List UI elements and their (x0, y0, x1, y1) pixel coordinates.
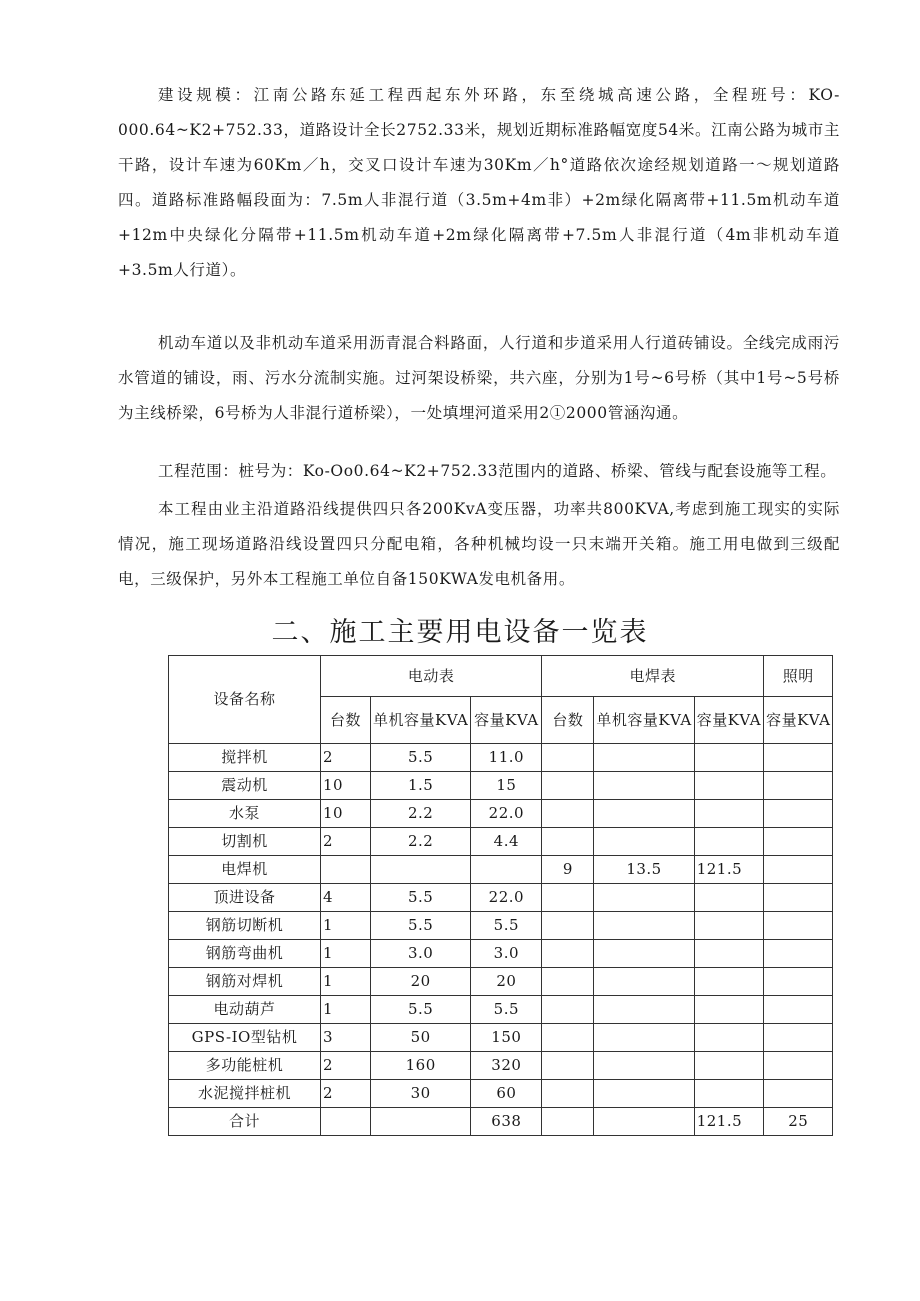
cell-motor-unit-capacity: 30 (371, 1080, 471, 1108)
cell-lighting-capacity (764, 772, 833, 800)
cell-equipment-name: 钢筋切断机 (169, 912, 321, 940)
cell-motor-unit-capacity: 5.5 (371, 912, 471, 940)
cell-motor-capacity: 20 (471, 968, 542, 996)
header-welder-group: 电焊表 (542, 656, 764, 697)
header-welder-unit-capacity: 单机容量KVA (594, 697, 694, 744)
cell-welder-capacity (694, 1024, 763, 1052)
cell-lighting-capacity (764, 800, 833, 828)
cell-motor-unit-capacity: 2.2 (371, 800, 471, 828)
cell-equipment-name: 钢筋对焊机 (169, 968, 321, 996)
header-motor-capacity: 容量KVA (471, 697, 542, 744)
cell-equipment-name: 多功能桩机 (169, 1052, 321, 1080)
table-row (169, 968, 833, 996)
cell-motor-count: 1 (321, 912, 371, 940)
cell-equipment-name: 电焊机 (169, 856, 321, 884)
equipment-table (168, 655, 833, 1136)
cell-equipment-name: 合计 (169, 1108, 321, 1136)
cell-welder-unit-capacity (594, 744, 694, 772)
cell-welder-count: 9 (542, 856, 594, 884)
cell-motor-unit-capacity (371, 1108, 471, 1136)
section-heading: 二、施工主要用电设备一览表 (271, 617, 649, 648)
table-row (169, 912, 833, 940)
cell-motor-unit-capacity: 20 (371, 968, 471, 996)
cell-equipment-name: 水泵 (169, 800, 321, 828)
cell-welder-count (542, 828, 594, 856)
cell-motor-count: 10 (321, 772, 371, 800)
table-row (169, 744, 833, 772)
cell-welder-unit-capacity (594, 996, 694, 1024)
cell-welder-count (542, 744, 594, 772)
cell-motor-capacity: 4.4 (471, 828, 542, 856)
cell-motor-unit-capacity: 5.5 (371, 996, 471, 1024)
cell-motor-capacity: 3.0 (471, 940, 542, 968)
cell-motor-count: 2 (321, 744, 371, 772)
cell-welder-count (542, 1108, 594, 1136)
cell-motor-capacity: 11.0 (471, 744, 542, 772)
header-motor-count: 台数 (321, 697, 371, 744)
cell-lighting-capacity (764, 828, 833, 856)
cell-welder-capacity (694, 1080, 763, 1108)
cell-motor-unit-capacity: 5.5 (371, 884, 471, 912)
cell-welder-capacity (694, 772, 763, 800)
cell-welder-unit-capacity (594, 968, 694, 996)
paragraph-scope: 工程范围：桩号为：Ko-Oo0.64~K2+752.33范围内的道路、桥梁、管线与配套设施等工程。 (158, 462, 837, 480)
cell-welder-capacity (694, 912, 763, 940)
table-body (169, 656, 833, 1136)
cell-welder-capacity (694, 884, 763, 912)
cell-welder-unit-capacity (594, 1108, 694, 1136)
table-header-row-1 (169, 656, 833, 697)
cell-lighting-capacity (764, 1080, 833, 1108)
cell-welder-unit-capacity (594, 940, 694, 968)
cell-motor-count: 1 (321, 996, 371, 1024)
cell-welder-capacity (694, 968, 763, 996)
cell-equipment-name: 切割机 (169, 828, 321, 856)
table-row (169, 1080, 833, 1108)
cell-welder-count (542, 996, 594, 1024)
cell-motor-capacity: 5.5 (471, 912, 542, 940)
paragraph-construction-scale: 建设规模：江南公路东延工程西起东外环路，东至绕城高速公路，全程班号：KO-000.64~K2+752.33，道路设计全长2752.33米，规划近期标准路幅宽度54米。江南公路为城市主干路，设计车速为60Km／h，交叉口设计车速为30Km／h°道路依次途经规划道路一～规划道路四。道路标准路幅段面为：7.5m人非混行道（3.5m+4m非）+2m绿化隔离带+11.5m机动车道+12m中央绿化分隔带+11.5m机动车道+2m绿化隔离带+7.5m人非混行道（4m非机动车道+3.5m人行道）。 (118, 86, 840, 279)
cell-lighting-capacity (764, 1024, 833, 1052)
cell-motor-capacity (471, 856, 542, 884)
cell-lighting-capacity (764, 968, 833, 996)
table-row (169, 800, 833, 828)
cell-motor-capacity: 5.5 (471, 996, 542, 1024)
cell-motor-count: 2 (321, 1052, 371, 1080)
table-row (169, 940, 833, 968)
cell-equipment-name: 水泥搅拌桩机 (169, 1080, 321, 1108)
cell-equipment-name: 震动机 (169, 772, 321, 800)
cell-welder-capacity (694, 940, 763, 968)
cell-welder-count (542, 940, 594, 968)
cell-welder-unit-capacity (594, 912, 694, 940)
cell-lighting-capacity (764, 912, 833, 940)
cell-welder-count (542, 884, 594, 912)
cell-equipment-name: 顶进设备 (169, 884, 321, 912)
cell-motor-unit-capacity: 160 (371, 1052, 471, 1080)
cell-welder-unit-capacity (594, 884, 694, 912)
cell-welder-capacity: 121.5 (694, 856, 763, 884)
cell-welder-unit-capacity (594, 828, 694, 856)
paragraph-pavement: 机动车道以及非机动车道采用沥青混合料路面，人行道和步道采用人行道砖铺设。全线完成雨污水管道的铺设，雨、污水分流制实施。过河架设桥梁，共六座，分别为1号~6号桥（其中1号~5号桥为主线桥梁，6号桥为人非混行道桥梁），一处填埋河道采用2①2000管涵沟通。 (118, 334, 840, 422)
cell-welder-unit-capacity (594, 772, 694, 800)
cell-motor-unit-capacity: 2.2 (371, 828, 471, 856)
cell-lighting-capacity: 25 (764, 1108, 833, 1136)
table-row (169, 828, 833, 856)
cell-motor-count (321, 1108, 371, 1136)
header-motor-group: 电动表 (321, 656, 542, 697)
cell-motor-capacity: 320 (471, 1052, 542, 1080)
cell-welder-capacity (694, 996, 763, 1024)
cell-motor-count: 10 (321, 800, 371, 828)
cell-welder-count (542, 1080, 594, 1108)
cell-welder-count (542, 968, 594, 996)
header-motor-unit-capacity: 单机容量KVA (371, 697, 471, 744)
cell-lighting-capacity (764, 744, 833, 772)
header-welder-capacity: 容量KVA (694, 697, 763, 744)
cell-equipment-name: GPS-IO型钻机 (169, 1024, 321, 1052)
table-row (169, 772, 833, 800)
cell-welder-count (542, 772, 594, 800)
cell-motor-count (321, 856, 371, 884)
cell-motor-unit-capacity: 50 (371, 1024, 471, 1052)
cell-welder-capacity (694, 744, 763, 772)
cell-motor-capacity: 15 (471, 772, 542, 800)
cell-motor-unit-capacity: 1.5 (371, 772, 471, 800)
paragraph-power-supply: 本工程由业主沿道路沿线提供四只各200KvA变压器，功率共800KVA,考虑到施工现实的实际情况，施工现场道路沿线设置四只分配电箱，各种机械均设一只末端开关箱。施工用电做到三级配电，三级保护，另外本工程施工单位自备150KWA发电机备用。 (118, 500, 840, 588)
cell-equipment-name: 搅拌机 (169, 744, 321, 772)
cell-welder-count (542, 800, 594, 828)
table-row (169, 1024, 833, 1052)
cell-equipment-name: 钢筋弯曲机 (169, 940, 321, 968)
cell-lighting-capacity (764, 996, 833, 1024)
cell-welder-count (542, 912, 594, 940)
cell-welder-capacity (694, 800, 763, 828)
cell-motor-unit-capacity: 3.0 (371, 940, 471, 968)
cell-welder-unit-capacity (594, 1024, 694, 1052)
cell-equipment-name: 电动葫芦 (169, 996, 321, 1024)
cell-welder-unit-capacity (594, 1080, 694, 1108)
table-row (169, 1052, 833, 1080)
cell-lighting-capacity (764, 940, 833, 968)
header-lighting-capacity: 容量KVA (764, 697, 833, 744)
header-equipment-name: 设备名称 (169, 656, 321, 744)
cell-motor-count: 3 (321, 1024, 371, 1052)
cell-lighting-capacity (764, 856, 833, 884)
table-row (169, 856, 833, 884)
cell-motor-capacity: 638 (471, 1108, 542, 1136)
cell-motor-count: 2 (321, 1080, 371, 1108)
table-row (169, 884, 833, 912)
cell-welder-count (542, 1052, 594, 1080)
cell-welder-capacity: 121.5 (694, 1108, 763, 1136)
table-total-row (169, 1108, 833, 1136)
cell-motor-count: 2 (321, 828, 371, 856)
cell-motor-count: 1 (321, 940, 371, 968)
cell-motor-capacity: 22.0 (471, 800, 542, 828)
cell-motor-capacity: 150 (471, 1024, 542, 1052)
cell-welder-unit-capacity (594, 1052, 694, 1080)
cell-motor-capacity: 60 (471, 1080, 542, 1108)
cell-motor-count: 1 (321, 968, 371, 996)
cell-welder-count (542, 1024, 594, 1052)
cell-welder-unit-capacity: 13.5 (594, 856, 694, 884)
header-welder-count: 台数 (542, 697, 594, 744)
cell-welder-unit-capacity (594, 800, 694, 828)
cell-motor-capacity: 22.0 (471, 884, 542, 912)
header-lighting-group: 照明 (764, 656, 833, 697)
cell-lighting-capacity (764, 884, 833, 912)
cell-welder-capacity (694, 1052, 763, 1080)
cell-motor-unit-capacity (371, 856, 471, 884)
cell-motor-count: 4 (321, 884, 371, 912)
cell-motor-unit-capacity: 5.5 (371, 744, 471, 772)
cell-welder-capacity (694, 828, 763, 856)
cell-lighting-capacity (764, 1052, 833, 1080)
table-row (169, 996, 833, 1024)
